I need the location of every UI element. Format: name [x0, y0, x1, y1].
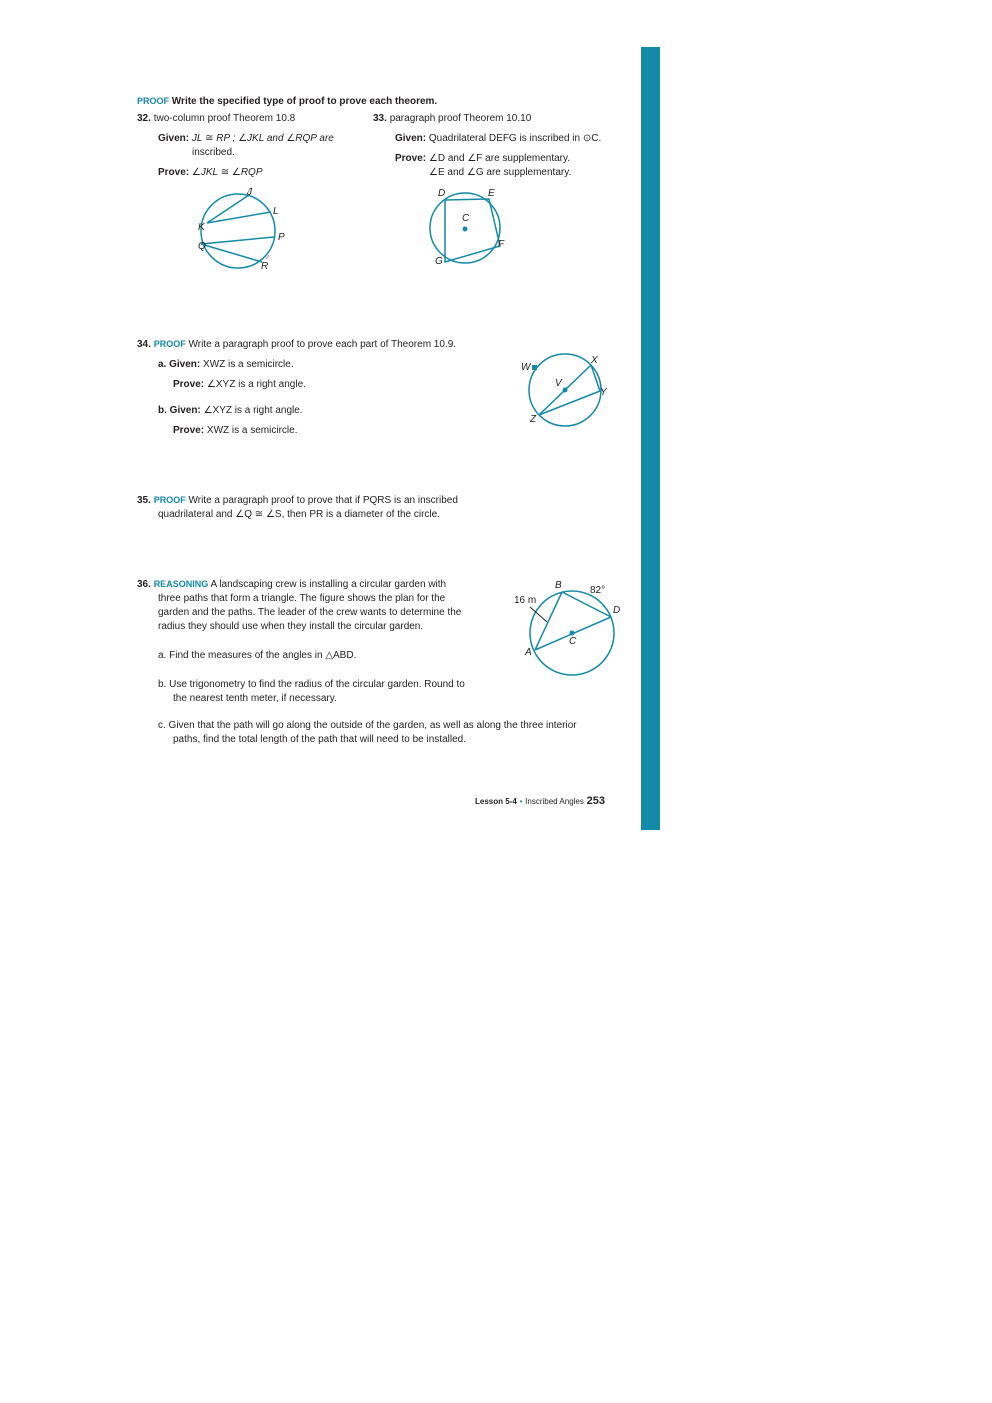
label-v: V — [555, 378, 562, 389]
problem-32-given: Given: JL ≅ RP ; ∠JKL and ∠RQP are — [158, 133, 334, 144]
label-d-36: D — [613, 605, 621, 616]
problem-33-prove-cont: ∠E and ∠G are supplementary. — [429, 167, 572, 178]
label-y: Y — [600, 387, 607, 398]
label-z: Z — [530, 414, 537, 425]
problem-32-given-cont: inscribed. — [192, 147, 235, 158]
proof-tag: PROOF — [137, 96, 170, 106]
section-header — [137, 95, 437, 108]
problem-36c-line1: c. Given that the path will go along the outside of the garden, as well as along the three interior — [158, 720, 577, 731]
figure-36-circle — [525, 585, 625, 685]
length-16m: 16 m — [514, 595, 537, 606]
angle-82: 82° — [590, 585, 606, 596]
label-j: J — [247, 187, 252, 198]
label-g: G — [435, 256, 443, 267]
label-e: E — [488, 188, 495, 199]
page-number: 253 — [586, 795, 606, 807]
page-footer — [475, 795, 605, 808]
problem-36b-line1: b. Use trigonometry to find the radius of the circular garden. Round to — [158, 679, 465, 690]
problem-36-line2: three paths that form a triangle. The figure shows the plan for the — [158, 593, 446, 604]
problem-33-prove: Prove: ∠D and ∠F are supplementary. — [395, 153, 571, 164]
label-a: A — [525, 647, 532, 658]
problem-32-title: 32. two-column proof Theorem 10.8 — [137, 113, 296, 124]
label-x: X — [591, 355, 598, 366]
problem-34-title: 34. PROOF Write a paragraph proof to prove each part of Theorem 10.9. — [137, 339, 457, 350]
footer-lesson: Lesson 5-4 — [475, 797, 517, 806]
label-q: Q — [198, 241, 206, 252]
label-c-36: C — [569, 636, 577, 647]
problem-34a-prove: Prove: ∠XYZ is a right angle. — [173, 379, 306, 390]
label-f: F — [498, 239, 505, 250]
problem-36-line4: radius they should use when they install the circular garden. — [158, 621, 424, 632]
page-side-bar — [641, 47, 660, 830]
section-instruction: Write the specified type of proof to prove each theorem. — [171, 96, 438, 107]
label-d: D — [438, 188, 446, 199]
label-c: C — [462, 213, 470, 224]
label-w: W — [521, 362, 531, 373]
problem-32-prove: Prove: ∠JKL ≅ ∠RQP — [158, 167, 263, 178]
problem-34b-prove: Prove: XWZ is a semicircle. — [173, 425, 298, 436]
problem-36-line1: 36. REASONING A landscaping crew is installing a circular garden with — [137, 579, 447, 590]
label-r: R — [261, 261, 269, 272]
problem-36a: a. Find the measures of the angles in △ABD. — [158, 650, 357, 661]
problem-36c-line2: paths, find the total length of the path that will need to be installed. — [173, 734, 466, 745]
figure-32-circle — [190, 186, 290, 276]
problem-34b-given: b. Given: ∠XYZ is a right angle. — [158, 405, 303, 416]
problem-35-line2: quadrilateral and ∠Q ≅ ∠S, then PR is a diameter of the circle. — [158, 509, 440, 520]
problem-36b-line2: the nearest tenth meter, if necessary. — [173, 693, 337, 704]
footer-bullet: • — [519, 797, 523, 806]
footer-title: Inscribed Angles — [525, 797, 584, 806]
problem-33-given: Given: Quadrilateral DEFG is inscribed in ⊙C. — [395, 133, 602, 144]
label-b: B — [555, 580, 562, 591]
label-p: P — [278, 232, 285, 243]
label-l: L — [273, 206, 279, 217]
problem-34a-given: a. Given: XWZ is a semicircle. — [158, 359, 294, 370]
label-k: K — [198, 222, 205, 233]
problem-33-title: 33. paragraph proof Theorem 10.10 — [373, 113, 532, 124]
problem-36-line3: garden and the paths. The leader of the crew wants to determine the — [158, 607, 462, 618]
problem-35-line1: 35. PROOF Write a paragraph proof to prove that if PQRS is an inscribed — [137, 495, 458, 506]
